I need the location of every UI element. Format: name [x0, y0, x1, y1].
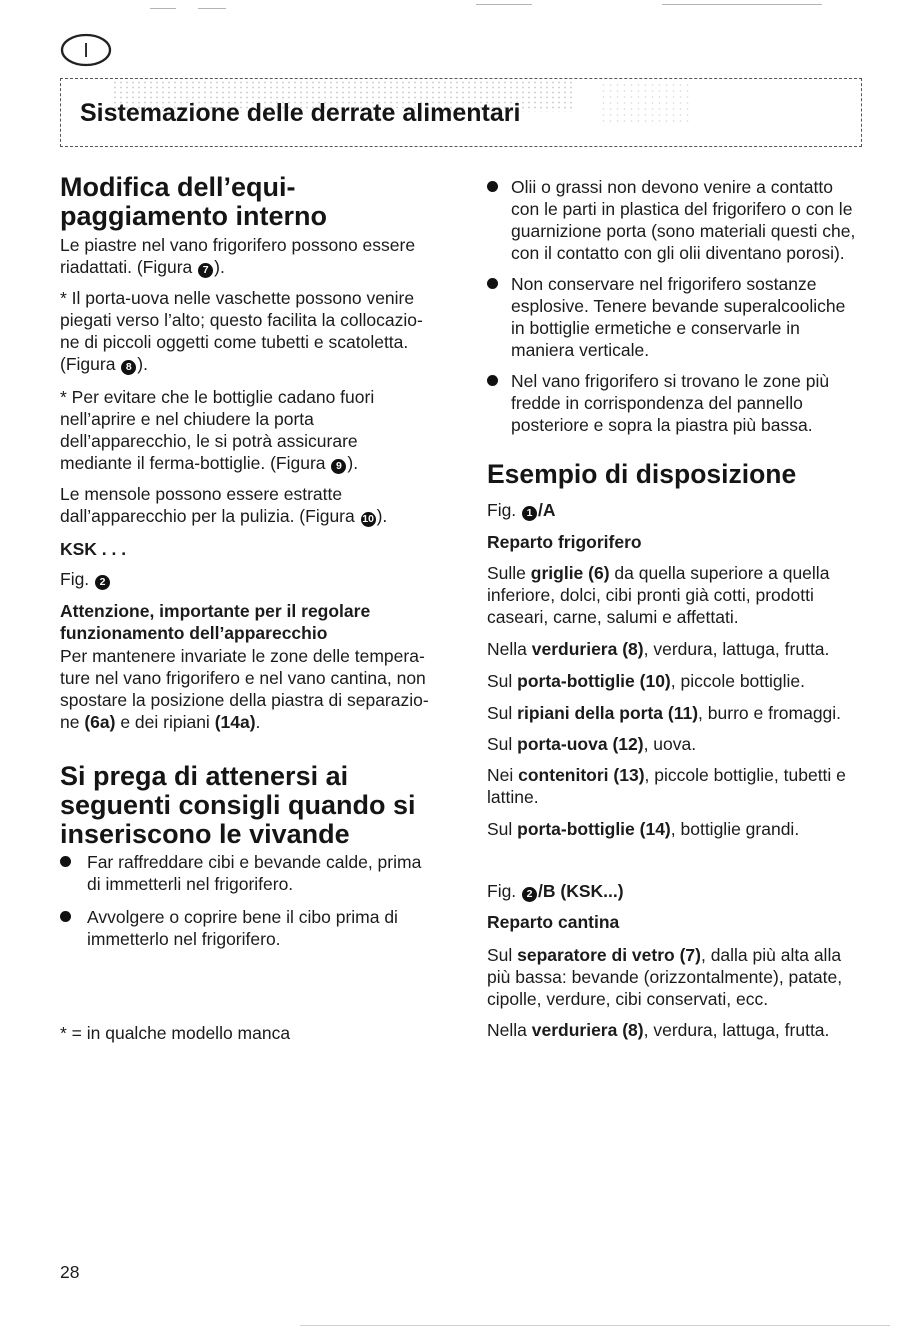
figure-number-badge: 1: [522, 506, 537, 521]
arrangement-item: [487, 638, 829, 660]
heading-arrangement-example: Esempio di disposizione: [487, 459, 797, 489]
list-item-text: Non conservare nel frigorifero sostanze esplosive. Tenere bevande superalcooliche in bottiglie ermetiche e conservarle in maniera verticale.: [511, 274, 846, 360]
figure-reference: [487, 499, 556, 521]
item-text: Sulle: [487, 563, 531, 583]
figure-number-badge: 8: [121, 360, 136, 375]
figure-number-badge: 10: [362, 513, 374, 525]
heading-modify-equipment: Modifica dell’equi- paggiamento interno: [60, 172, 328, 231]
scan-artifact-line: [662, 4, 822, 5]
page-title: Sistemazione delle derrate alimentari: [80, 99, 521, 127]
paragraph-removable-shelves: [60, 483, 387, 527]
arrangement-item: [487, 702, 841, 724]
item-text: , uova.: [643, 734, 697, 754]
subheading-text: Reparto cantina: [487, 912, 620, 932]
page-number: [60, 1261, 79, 1283]
item-text: Sul: [487, 945, 518, 965]
paragraph-text: * Il porta-uova nelle vaschette possono venire piegati verso l’alto; questo facilita la collocazio- ne di piccoli oggetti come tubetti e scatoletta. (Figura: [60, 288, 423, 374]
list-item: [60, 906, 398, 950]
scan-artifact-line: [150, 8, 176, 9]
paragraph-text-end: ).: [214, 257, 225, 277]
arrangement-item: [487, 1019, 829, 1041]
paragraph-text-end: ).: [376, 506, 388, 526]
bullet-icon: [60, 911, 71, 922]
footnote-text: * = in qualche modello manca: [60, 1023, 291, 1043]
model-label: [60, 538, 126, 560]
figure-suffix: /B (KSK...): [538, 881, 624, 901]
item-text: Nei: [487, 765, 519, 785]
list-item-text: Nel vano frigorifero si trovano le zone più fredde in corrispondenza del pannello posteriore e sopra la piastra più bassa.: [511, 371, 830, 435]
bullet-icon: [487, 278, 498, 289]
footnote: [60, 1022, 290, 1044]
item-part-name: porta-bottiglie (10): [517, 671, 671, 691]
item-part-name: griglie (6): [530, 563, 610, 583]
item-text: , dalla più alta alla più bassa: bevande (orizzontalmente), patate, cipolle, verdure, cibi conservati, ecc.: [487, 945, 843, 1009]
item-part-name: porta-uova (12): [517, 734, 644, 754]
arrangement-item: [487, 562, 829, 628]
paragraph-shelves: [60, 234, 415, 278]
figure-prefix: Fig.: [487, 500, 522, 520]
scan-artifact-line: [198, 8, 226, 9]
list-item-text: Olii o grassi non devono venire a contatto con le parti in plastica del frigorifero o con le guarnizione porta (sono materiali questi che, con il contatto con gli olii diventano porosi).: [511, 177, 856, 263]
paragraph-text: Le mensole possono essere estratte dall’apparecchio per la pulizia. (Figura: [60, 484, 355, 526]
item-text: Sul: [487, 703, 518, 723]
list-item-text: Avvolgere o coprire bene il cibo prima di immetterlo nel frigorifero.: [87, 907, 398, 949]
bullet-icon: [487, 375, 498, 386]
item-text: Nella: [487, 1020, 532, 1040]
figure-number-badge: 2: [522, 887, 537, 902]
paragraph-text: * Per evitare che le bottiglie cadano fuori nell’aprire e nel chiudere la porta dell’apparecchio, le si potrà assicurare mediante il ferma-bottiglie. (Figura: [60, 387, 375, 473]
figure-suffix: /A: [538, 500, 556, 520]
item-text: Nella: [487, 639, 532, 659]
paragraph-text-end: ).: [137, 354, 148, 374]
item-part-name: ripiani della porta (11): [517, 703, 699, 723]
scan-artifact-line: [300, 1325, 890, 1326]
figure-number-badge: 7: [198, 263, 213, 278]
list-item: [487, 273, 845, 361]
paragraph-text: Per mantenere invariate le zone delle tempera- ture nel vano frigorifero e nel vano cantina, non spostare la posizione della piastra di separazio- ne: [60, 646, 429, 732]
list-item: [487, 370, 829, 436]
item-text: , piccole bottiglie, tubetti e lattine.: [487, 765, 846, 807]
warning-paragraph: [60, 645, 429, 733]
bullet-icon: [60, 856, 71, 867]
arrangement-item: [487, 670, 805, 692]
item-text: , bottiglie grandi.: [670, 819, 800, 839]
country-code: I: [83, 40, 89, 62]
figure-prefix: Fig.: [487, 881, 522, 901]
paragraph-egg-holder: [60, 287, 423, 375]
item-text: , verdura, lattuga, frutta.: [643, 1020, 830, 1040]
item-text: Sul: [487, 819, 518, 839]
scan-texture: [600, 82, 690, 122]
item-part-name: separatore di vetro (7): [517, 945, 701, 965]
arrangement-item: [487, 944, 842, 1010]
item-part-name: contenitori (13): [518, 765, 645, 785]
item-text: , piccole bottiglie.: [670, 671, 806, 691]
warning-title: [60, 600, 370, 644]
item-text: , burro e fromaggi.: [698, 703, 842, 723]
paragraph-bottle-retainer: [60, 386, 374, 474]
figure-reference: [60, 568, 111, 590]
arrangement-item: [487, 733, 696, 755]
paragraph-text: Le piastre nel vano frigorifero possono essere riadattati. (Figura: [60, 235, 416, 277]
list-item: [487, 176, 855, 264]
subheading-cellar-compartment: [487, 911, 619, 933]
item-part-name: porta-bottiglie (14): [517, 819, 671, 839]
arrangement-item: [487, 764, 846, 808]
figure-reference: [487, 880, 624, 902]
paragraph-text-end: ).: [347, 453, 359, 473]
subheading-fridge-compartment: [487, 531, 642, 553]
heading-storage-tips: Si prega di attenersi ai seguenti consigli quando si inseriscono le vivande: [60, 761, 416, 849]
part-ref-14a: (14a): [214, 712, 256, 732]
part-ref-6a: (6a): [84, 712, 116, 732]
item-part-name: verduriera (8): [531, 1020, 644, 1040]
bullet-icon: [487, 181, 498, 192]
paragraph-text: e dei ripiani: [115, 712, 215, 732]
figure-prefix: Fig.: [60, 569, 95, 589]
subheading-text: Reparto frigorifero: [487, 532, 642, 552]
list-item: [60, 851, 421, 895]
warning-title-text: Attenzione, importante per il regolare funzionamento dell’apparecchio: [60, 601, 371, 643]
item-text: da quella superiore a quella inferiore, dolci, cibi pronti già cotti, prodotti caseari, carne, salumi e affettati.: [487, 563, 830, 627]
item-text: Sul: [487, 734, 518, 754]
item-part-name: verduriera (8): [531, 639, 644, 659]
item-text: , verdura, lattuga, frutta.: [643, 639, 830, 659]
page-number-text: 28: [60, 1262, 80, 1282]
scan-artifact-line: [476, 4, 532, 5]
country-mark-icon: [58, 30, 114, 70]
item-text: Sul: [487, 671, 518, 691]
list-item-text: Far raffreddare cibi e bevande calde, prima di immetterli nel frigorifero.: [87, 852, 422, 894]
figure-number-badge: 2: [95, 575, 110, 590]
arrangement-item: [487, 818, 799, 840]
paragraph-text-end: .: [255, 712, 261, 732]
figure-number-badge: 9: [331, 459, 346, 474]
model-label-text: KSK . . .: [60, 539, 127, 559]
